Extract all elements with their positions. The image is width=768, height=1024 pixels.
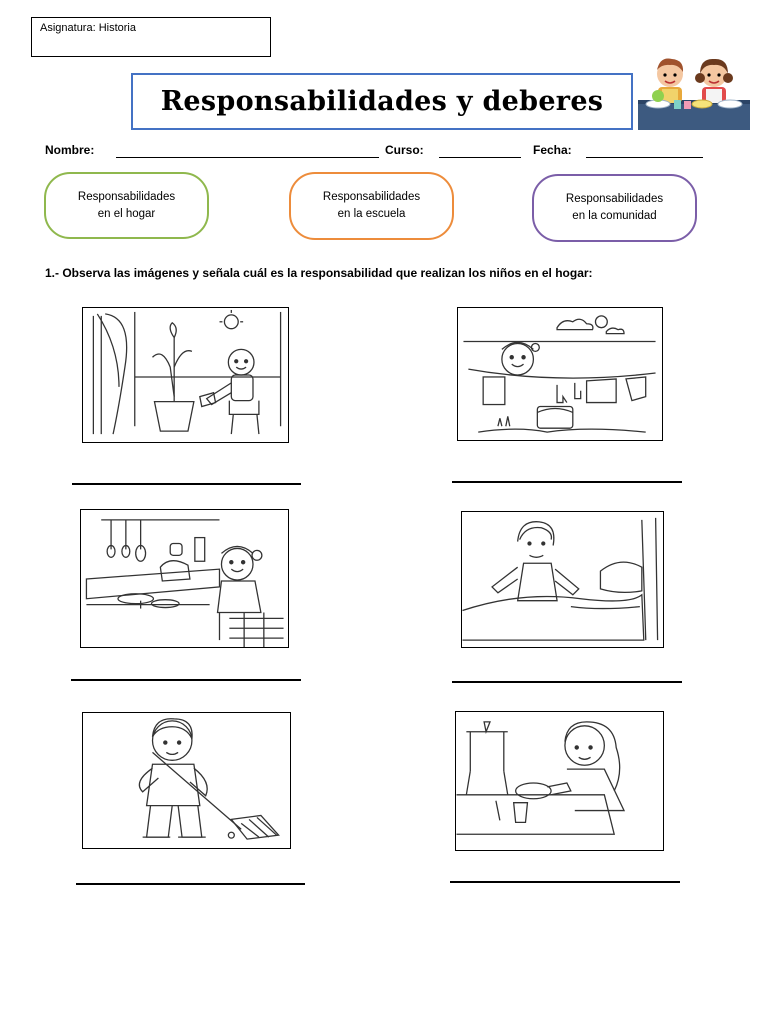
fecha-field[interactable]	[586, 157, 703, 158]
subject-box	[31, 17, 271, 57]
making-bed-illustration	[461, 511, 664, 648]
answer-line-3[interactable]	[71, 679, 301, 681]
kids-clipart-icon	[638, 56, 750, 134]
washing-dishes-illustration	[80, 509, 289, 648]
subject-label: Asignatura: Historia	[40, 22, 136, 34]
page-title: Responsabilidades y deberes	[160, 86, 604, 117]
category-comunidad-label: Responsabilidades en la comunidad	[565, 193, 664, 222]
category-comunidad	[532, 174, 697, 242]
category-hogar	[44, 172, 209, 239]
question-1: 1.- Observa las imágenes y señala cuál es la responsabilidad que realizan los niños en el hogar:	[45, 266, 593, 280]
category-escuela-label: Responsabilidades en la escuela	[322, 191, 421, 220]
answer-line-6[interactable]	[450, 881, 680, 883]
watering-plant-illustration	[82, 307, 289, 443]
fecha-label: Fecha:	[533, 143, 572, 157]
answer-line-1[interactable]	[72, 483, 301, 485]
title-box	[131, 73, 633, 130]
nombre-label: Nombre:	[45, 143, 95, 157]
answer-line-2[interactable]	[452, 481, 682, 483]
answer-line-4[interactable]	[452, 681, 682, 683]
answer-line-5[interactable]	[76, 883, 305, 885]
curso-field[interactable]	[439, 157, 521, 158]
category-escuela	[289, 172, 454, 240]
student-info-row	[45, 143, 735, 161]
category-hogar-label: Responsabilidades en el hogar	[77, 190, 176, 220]
curso-label: Curso:	[385, 143, 424, 157]
setting-table-illustration	[455, 711, 664, 851]
sweeping-floor-illustration	[82, 712, 291, 849]
nombre-field[interactable]	[116, 157, 379, 158]
hanging-laundry-illustration	[457, 307, 663, 441]
